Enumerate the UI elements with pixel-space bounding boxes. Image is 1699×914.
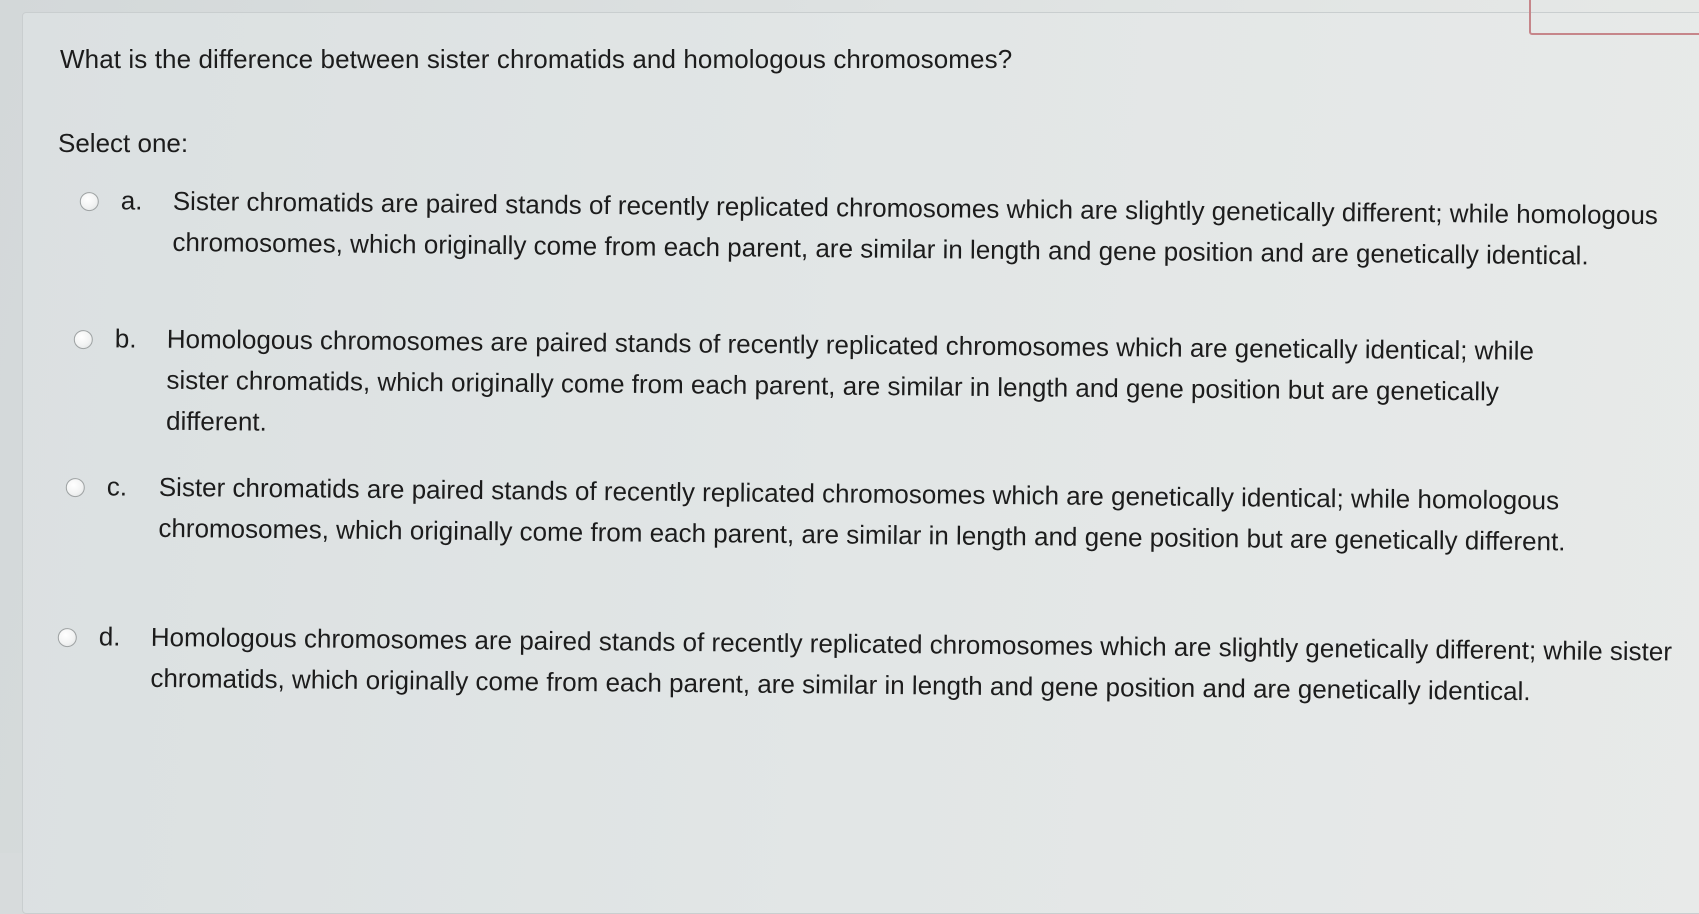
option-letter-a: a.: [120, 185, 143, 216]
question-info-box: [1529, 0, 1699, 35]
answer-option-d[interactable]: [57, 616, 1683, 714]
radio-button-b[interactable]: [74, 330, 93, 349]
option-text-a[interactable]: Sister chromatids are paired stands of recently replicated chromosomes which are slightly genetically different; while homologous chromosomes, which originally come from each parent, are similar in length and gene position and are genetically identical.: [172, 185, 1659, 271]
question-text: What is the difference between sister chromatids and homologous chromosomes?: [60, 44, 1013, 74]
option-text-d[interactable]: Homologous chromosomes are paired stands of recently replicated chromosomes which are slightly genetically different; while sister chromatids, which originally come from each parent, are similar in length and gene position and are genetically identical.: [150, 621, 1673, 707]
radio-button-d[interactable]: [58, 628, 77, 647]
answer-option-c[interactable]: [65, 466, 1681, 563]
answer-option-a[interactable]: [79, 180, 1670, 277]
radio-button-c[interactable]: [66, 478, 85, 497]
radio-button-a[interactable]: [80, 192, 99, 211]
question-panel: [22, 12, 1699, 914]
option-letter-d: d.: [98, 621, 121, 652]
option-letter-c: c.: [106, 471, 128, 502]
option-text-c[interactable]: Sister chromatids are paired stands of recently replicated chromosomes which are genetically identical; while homologous chromosomes, which originally come from each parent, are similar in length and gene position but are genetically different.: [158, 471, 1566, 557]
option-letter-b: b.: [114, 323, 137, 354]
select-one-label: Select one:: [58, 128, 189, 158]
option-text-b[interactable]: Homologous chromosomes are paired stands of recently replicated chromosomes which are genetically identical; while sister chromatids, which originally come from each parent, are similar in length and gene position but are genetically different.: [165, 323, 1535, 437]
answer-option-b[interactable]: [73, 318, 1594, 454]
